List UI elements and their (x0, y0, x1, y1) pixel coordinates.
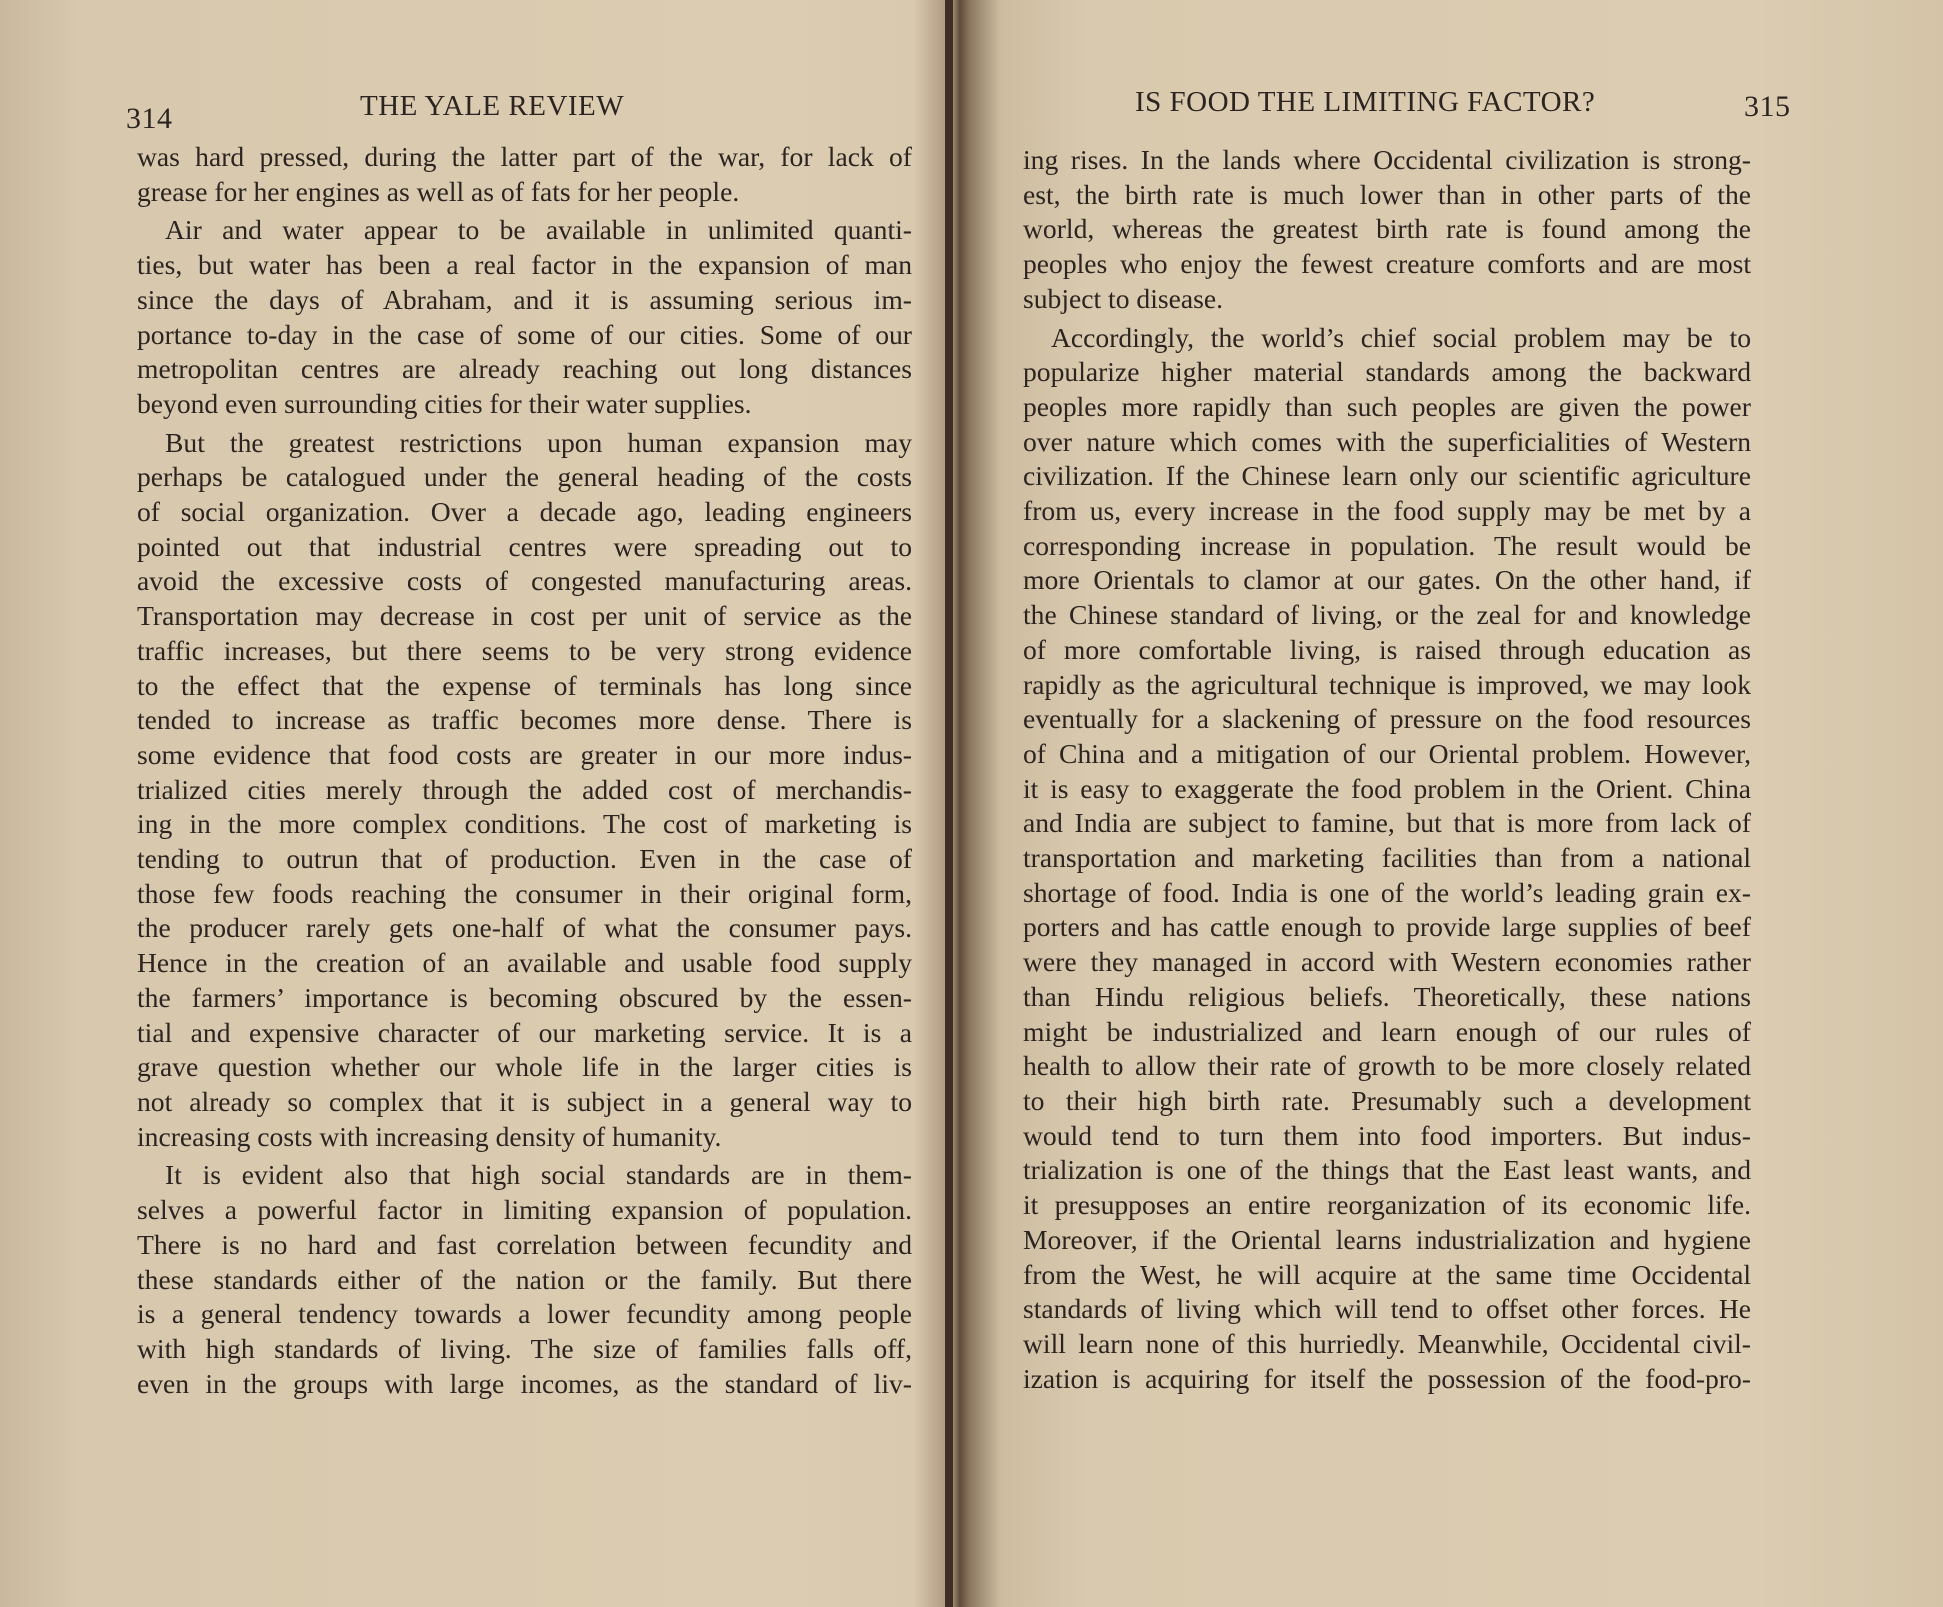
text-line: portance to-day in the case of some of our cities. Some of our (137, 318, 912, 350)
text-line: pointed out that industrial centres were spreading out to (137, 530, 912, 562)
text-line: is a general tendency towards a lower fecundity among people (137, 1298, 912, 1330)
text-line: rapidly as the agricultural technique is improved, we may look (1023, 668, 1751, 700)
text-line: would tend to turn them into food importers. But indus- (1023, 1119, 1751, 1151)
text-line: grave question whether our whole life in the larger cities is (137, 1051, 912, 1083)
text-line: est, the birth rate is much lower than in other parts of the (1023, 178, 1751, 210)
text-line: since the days of Abraham, and it is assuming serious im- (137, 283, 912, 315)
text-line: subject to disease. (1023, 282, 1224, 314)
text-line: were they managed in accord with Western economies rather (1023, 946, 1751, 978)
text-line: trialized cities merely through the added cost of merchandis- (137, 773, 912, 805)
right-page-body (1023, 143, 1751, 1396)
text-line: popularize higher material standards among the backward (1023, 356, 1751, 388)
text-line: it is easy to exaggerate the food problem in the Orient. China (1023, 772, 1751, 804)
text-line: grease for her engines as well as of fats for her people. (137, 175, 740, 207)
text-line: ization is acquiring for itself the possession of the food-pro- (1023, 1362, 1751, 1394)
text-line: of China and a mitigation of our Oriental problem. However, (1023, 737, 1751, 769)
text-line: of more comfortable living, is raised through education as (1023, 633, 1751, 665)
text-line: tial and expensive character of our marketing service. It is a (137, 1016, 912, 1048)
text-line: with high standards of living. The size of families falls off, (137, 1332, 912, 1364)
text-line: tended to increase as traffic becomes more dense. There is (137, 704, 912, 736)
text-line: perhaps be catalogued under the general heading of the costs (137, 461, 912, 493)
left-page-header (0, 88, 940, 135)
text-line: will learn none of this hurriedly. Meanwhile, Occidental civil- (1023, 1327, 1751, 1359)
text-line: Moreover, if the Oriental learns industrialization and hygiene (1023, 1223, 1751, 1255)
text-line: and India are subject to famine, but that is more from lack of (1023, 807, 1751, 839)
text-line: to the effect that the expense of terminals has long since (137, 669, 912, 701)
left-running-head: THE YALE REVIEW (360, 90, 625, 122)
text-line: trialization is one of the things that the East least wants, and (1023, 1154, 1751, 1186)
text-line: It is evident also that high social standards are in them- (165, 1159, 912, 1191)
text-line: beyond even surrounding cities for their water supplies. (137, 387, 752, 419)
text-line: from the West, he will acquire at the same time Occidental (1023, 1258, 1751, 1290)
text-line: some evidence that food costs are greater in our more indus- (137, 738, 912, 770)
text-line: peoples who enjoy the fewest creature comforts and are most (1023, 248, 1751, 280)
text-line: was hard pressed, during the latter part of the war, for lack of (137, 141, 912, 172)
text-line: the producer rarely gets one-half of what the consumer pays. (137, 912, 912, 944)
text-line: metropolitan centres are already reaching out long distances (137, 353, 912, 385)
right-page-number: 315 (1744, 90, 1791, 123)
text-line: the farmers’ importance is becoming obscured by the essen- (137, 981, 912, 1013)
text-line: peoples more rapidly than such peoples are given the power (1023, 390, 1751, 422)
text-line: avoid the excessive costs of congested manufacturing areas. (137, 565, 912, 597)
text-line: Accordingly, the world’s chief social problem may be to (1051, 321, 1751, 353)
text-line: standards of living which will tend to offset other forces. He (1023, 1293, 1751, 1325)
text-line: the Chinese standard of living, or the zeal for and knowledge (1023, 599, 1751, 631)
left-page-body (137, 140, 912, 1401)
text-line: ties, but water has been a real factor in the expansion of man (137, 249, 912, 281)
left-page-number: 314 (126, 102, 173, 135)
text-line: porters and has cattle enough to provide large supplies of beef (1023, 911, 1751, 943)
text-line: of social organization. Over a decade ago, leading engineers (137, 496, 912, 528)
text-line: health to allow their rate of growth to be more closely related (1023, 1050, 1751, 1082)
text-line: Air and water appear to be available in unlimited quanti- (165, 214, 912, 246)
text-line: But the greatest restrictions upon human expansion may (165, 426, 912, 458)
left-page (0, 0, 940, 1607)
text-line: not already so complex that it is subject in a general way to (137, 1085, 912, 1117)
right-page (960, 0, 1943, 1607)
text-line: over nature which comes with the superficialities of Western (1023, 425, 1751, 457)
book-gutter (945, 0, 953, 1607)
text-line: even in the groups with large incomes, as the standard of liv- (137, 1367, 912, 1399)
text-line: from us, every increase in the food supply may be met by a (1023, 495, 1751, 527)
text-line: those few foods reaching the consumer in their original form, (137, 877, 912, 909)
text-line: ing rises. In the lands where Occidental civilization is strong- (1023, 144, 1751, 175)
text-line: corresponding increase in population. The result would be (1023, 529, 1751, 561)
text-line: these standards either of the nation or the family. But there (137, 1263, 912, 1295)
text-line: selves a powerful factor in limiting expansion of population. (137, 1194, 912, 1226)
text-line: civilization. If the Chinese learn only our scientific agriculture (1023, 460, 1751, 492)
text-line: world, whereas the greatest birth rate is found among the (1023, 213, 1751, 245)
text-line: increasing costs with increasing density of humanity. (137, 1120, 722, 1152)
right-running-head: IS FOOD THE LIMITING FACTOR? (1135, 86, 1596, 118)
right-page-header (960, 88, 1943, 128)
text-line: traffic increases, but there seems to be very strong evidence (137, 634, 912, 666)
text-line: shortage of food. India is one of the world’s leading grain ex- (1023, 876, 1751, 908)
text-line: ing in the more complex conditions. The cost of marketing is (137, 808, 912, 840)
text-line: Hence in the creation of an available and usable food supply (137, 947, 912, 979)
text-line: it presupposes an entire reorganization of its economic life. (1023, 1189, 1751, 1221)
text-line: Transportation may decrease in cost per unit of service as the (137, 600, 912, 632)
text-line: tending to outrun that of production. Even in the case of (137, 843, 912, 875)
text-line: might be industrialized and learn enough of our rules of (1023, 1015, 1751, 1047)
text-line: more Orientals to clamor at our gates. On the other hand, if (1023, 564, 1751, 596)
text-line: to their high birth rate. Presumably such a development (1023, 1084, 1751, 1116)
text-line: than Hindu religious beliefs. Theoretically, these nations (1023, 980, 1751, 1012)
text-line: There is no hard and fast correlation between fecundity and (137, 1228, 912, 1260)
text-line: eventually for a slackening of pressure on the food resources (1023, 703, 1751, 735)
text-line: transportation and marketing facilities than from a national (1023, 842, 1751, 874)
